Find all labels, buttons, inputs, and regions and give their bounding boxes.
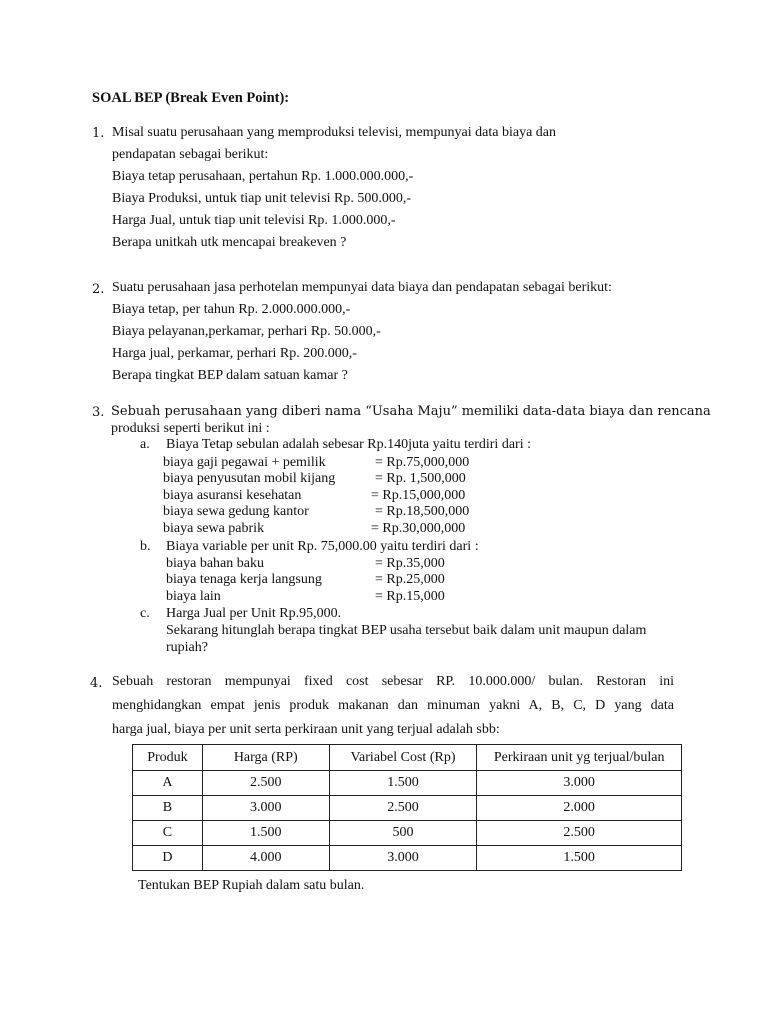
variable-cost-item-value: = Rp.15,000 — [375, 589, 445, 604]
column-header-harga: Harga (RP) — [202, 745, 329, 771]
cell-produk: D — [133, 846, 203, 871]
variable-cost-item-label: biaya tenaga kerja langsung — [166, 572, 322, 587]
fixed-cost-item-value: = Rp. 1,500,000 — [375, 471, 466, 486]
cell-variabel-cost: 2.500 — [329, 796, 477, 821]
question-3-a-text: Biaya Tetap sebulan adalah sebesar Rp.140juta yaitu terdiri dari : — [166, 437, 531, 452]
question-1-line-2: pendapatan sebagai berikut: — [112, 147, 269, 162]
question-4-number: 4. — [90, 676, 103, 691]
cell-produk: C — [133, 821, 203, 846]
question-2-number: 2. — [92, 282, 105, 297]
fixed-cost-item-label: biaya sewa pabrik — [163, 521, 265, 536]
question-2-line-1: Suatu perusahaan jasa perhotelan mempunyai data biaya dan pendapatan sebagai berikut: — [112, 280, 612, 295]
cell-harga: 4.000 — [202, 846, 329, 871]
fixed-cost-item-value: = Rp.30,000,000 — [371, 521, 466, 536]
question-1-line-5: Harga Jual, untuk tiap unit televisi Rp. 1.000.000,- — [112, 213, 396, 228]
question-3-b-text: Biaya variable per unit Rp. 75,000.00 yaitu terdiri dari : — [166, 539, 479, 554]
question-1-line-4: Biaya Produksi, untuk tiap unit televisi Rp. 500.000,- — [112, 191, 412, 206]
cell-variabel-cost: 500 — [329, 821, 477, 846]
question-1-line-1: Misal suatu perusahaan yang memproduksi televisi, mempunyai data biaya dan — [112, 125, 556, 140]
cell-perkiraan-unit: 3.000 — [477, 771, 682, 796]
question-3-intro-2: produksi seperti berikut ini : — [111, 421, 270, 436]
question-1-number: 1. — [92, 126, 105, 141]
question-1-line-3: Biaya tetap perusahaan, pertahun Rp. 1.000.000.000,- — [112, 169, 414, 184]
column-header-variabel-cost: Variabel Cost (Rp) — [329, 745, 477, 771]
question-2-line-5: Berapa tingkat BEP dalam satuan kamar ? — [112, 368, 348, 383]
fixed-cost-item-label: biaya asuransi kesehatan — [163, 488, 302, 503]
question-4-closing: Tentukan BEP Rupiah dalam satu bulan. — [138, 878, 365, 893]
cell-perkiraan-unit: 2.500 — [477, 821, 682, 846]
table-row — [133, 846, 682, 871]
variable-cost-item-value: = Rp.25,000 — [375, 572, 445, 587]
table-row — [133, 771, 682, 796]
cell-perkiraan-unit: 1.500 — [477, 846, 682, 871]
table-row — [133, 796, 682, 821]
question-2-line-3: Biaya pelayanan,perkamar, perhari Rp. 50.000,- — [112, 324, 381, 339]
question-2-line-4: Harga jual, perkamar, perhari Rp. 200.000,- — [112, 346, 357, 361]
cell-harga: 2.500 — [202, 771, 329, 796]
question-3-intro-1: Sebuah perusahaan yang diberi nama “Usaha Maju” memiliki data-data biaya dan rencana — [111, 404, 711, 419]
cell-variabel-cost: 1.500 — [329, 771, 477, 796]
question-3-number: 3. — [92, 405, 105, 420]
variable-cost-item-label: biaya lain — [166, 589, 221, 604]
variable-cost-item-label: biaya bahan baku — [166, 556, 264, 571]
fixed-cost-item-value: = Rp.75,000,000 — [375, 455, 470, 470]
question-4-line-1: Sebuah restoran mempunyai fixed cost sebesar RP. 10.000.000/ bulan. Restoran ini — [112, 674, 674, 689]
question-3-closing-2: rupiah? — [166, 640, 208, 655]
cell-harga: 3.000 — [202, 796, 329, 821]
cell-produk: A — [133, 771, 203, 796]
question-1-line-6: Berapa unitkah utk mencapai breakeven ? — [112, 235, 347, 250]
cell-perkiraan-unit: 2.000 — [477, 796, 682, 821]
cell-produk: B — [133, 796, 203, 821]
fixed-cost-item-value: = Rp.18,500,000 — [375, 504, 470, 519]
fixed-cost-item-label: biaya sewa gedung kantor — [163, 504, 309, 519]
question-4-line-3: harga jual, biaya per unit serta perkiraan unit yang terjual adalah sbb: — [112, 722, 500, 737]
fixed-cost-item-label: biaya gaji pegawai + pemilik — [163, 455, 326, 470]
cell-harga: 1.500 — [202, 821, 329, 846]
table-row — [133, 821, 682, 846]
question-3-c-label: c. — [140, 606, 150, 621]
table-header-row — [133, 745, 682, 771]
variable-cost-item-value: = Rp.35,000 — [375, 556, 445, 571]
question-3-c-text: Harga Jual per Unit Rp.95,000. — [166, 606, 342, 621]
question-3-closing-1: Sekarang hitunglah berapa tingkat BEP usaha tersebut baik dalam unit maupun dalam — [166, 623, 647, 638]
bep-product-table — [132, 744, 682, 871]
column-header-perkiraan-unit: Perkiraan unit yg terjual/bulan — [477, 745, 682, 771]
fixed-cost-item-value: = Rp.15,000,000 — [371, 488, 466, 503]
question-4-line-2: menghidangkan empat jenis produk makanan dan minuman yakni A, B, C, D yang data — [112, 698, 674, 713]
column-header-produk: Produk — [133, 745, 203, 771]
question-3-a-label: a. — [140, 437, 150, 452]
fixed-cost-item-label: biaya penyusutan mobil kijang — [163, 471, 336, 486]
question-2-line-2: Biaya tetap, per tahun Rp. 2.000.000.000,- — [112, 302, 351, 317]
cell-variabel-cost: 3.000 — [329, 846, 477, 871]
document-title: SOAL BEP (Break Even Point): — [92, 90, 290, 106]
question-3-b-label: b. — [140, 539, 151, 554]
